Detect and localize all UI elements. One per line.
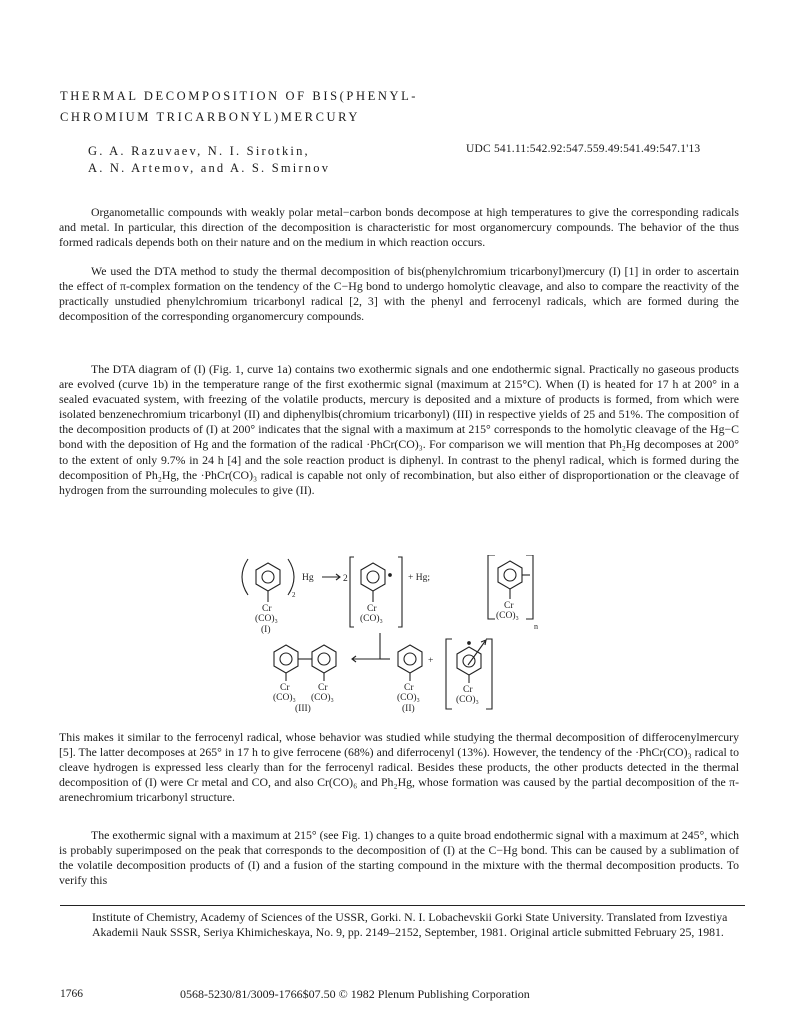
cr-label-I: Cr <box>262 604 272 614</box>
paragraph-1 <box>59 205 739 250</box>
paragraph-4 <box>59 730 739 805</box>
plus-sign: + <box>428 656 434 666</box>
title-line-1: THERMAL DECOMPOSITION OF BIS(PHENYL- <box>60 89 419 103</box>
cr-label-polymer: Cr <box>504 601 514 611</box>
footnote: Institute of Chemistry, Academy of Sciences of the USSR, Gorki. N. I. Lobachevskii Gorki State University. Translated from Izvestiya Akademii Nauk SSSR, Seriya Khimicheskaya, No. 9, pp. 2149–2152, September, 1981. Original article submitted February 25, 1981. <box>92 910 728 939</box>
page-number: 1766 <box>60 988 83 1000</box>
plus-hg-label: + Hg; <box>408 573 430 583</box>
paragraph-4-text: This makes it similar to the ferrocenyl radical, whose behavior was studied while studying the thermal decomposition of differocenylmercury [5]. The latter decomposes at 265° in 17 h to give ferrocene (68%) and diferrocenyl (13%). However, the tendency of the ·PhCr(CO)₃ radical to cleave hydrogen is expressed less clearly than for the ferrocenyl radical. Besides these products, the other products detected in the thermal decomposition of (I) were Cr metal and CO, and also Cr(CO)₆ and Ph₂Hg, whose formation was caused by the partial decomposition of the π-arenechromium tricarbonyl structure. <box>59 730 739 805</box>
co3-label-I: (CO)₃ <box>255 614 278 624</box>
authors-line-2: A. N. Artemov, and A. S. Smirnov <box>88 161 331 175</box>
co3-label-II: (CO)₃ <box>397 693 420 703</box>
cr-label-III-a: Cr <box>280 683 290 693</box>
hg-label: Hg <box>302 573 314 583</box>
co3-label-polymer: (CO)₃ <box>496 611 519 621</box>
article-title <box>60 86 418 128</box>
cr-label-radical-lower: Cr <box>463 685 473 695</box>
issn-copyright-line: 0568-5230/81/3009-1766$07.50 © 1982 Plenum Publishing Corporation <box>180 987 530 1001</box>
paren-left <box>242 559 248 595</box>
benzene-ring-radical <box>361 563 385 591</box>
cr-label-III-b: Cr <box>318 683 328 693</box>
arrow-2 <box>468 640 486 665</box>
compound-label-III: (III) <box>295 704 311 714</box>
reaction-scheme <box>230 555 540 715</box>
paren-right <box>288 559 294 595</box>
udc-code: UDC 541.11:542.92:547.559.49:541.49:547.1'13 <box>466 143 701 155</box>
paragraph-2 <box>59 264 739 324</box>
co3-label-radical: (CO)₃ <box>360 614 383 624</box>
benzene-ring-polymer <box>498 561 522 589</box>
benzene-ring-III-b <box>312 645 336 673</box>
compound-label-II: (II) <box>402 704 415 714</box>
benzene-ring-I <box>256 563 280 591</box>
footnote-divider <box>60 905 745 906</box>
paragraph-5 <box>59 828 739 888</box>
paragraph-5-text: The exothermic signal with a maximum at 215° (see Fig. 1) changes to a quite broad endothermic signal with a maximum at 245°, which is probably superimposed on the peak that corresponds to the decomposition of (I) at the C−Hg bond. This can be caused by a sublimation of the volatile decomposition products of (I) and a fusion of the starting compound in the mixture with the thermal decomposition products. To verify this <box>59 828 739 888</box>
paragraph-3-text: The DTA diagram of (I) (Fig. 1, curve 1a) contains two exothermic signals and one endothermic signal. Practically no gaseous products are evolved (curve 1b) in the temperature range of the first exothermic signal (maximum at 215°C). When (I) is heated for 17 h at 200° in a sealed evacuated system, with freezing of the volatile products, mercury is deposited and a mixture of products is formed, from which were isolated benzenechromium tricarbonyl (II) and diphenylbis(chromium tricarbonyl) (III) in respective yields of 25 and 51%. The composition of the decomposition products of (I) at 200° indicates that the signal with a maximum at 215° corresponds to the homolytic cleavage of the Hg−C bond with the deposition of Hg and the formation of the radical ·PhCr(CO)₃. For comparison we will mention that Ph₂Hg decomposes at 200° to the extent of only 9.7% in 24 h [4] and the sole reaction product is diphenyl. In contrast to the phenyl radical, which is formed during the decomposition of Ph₂Hg, the ·PhCr(CO)₃ radical is capable not only of recombination, but also either of disproportionation or the cleavage of hydrogen from the surrounding molecules to give (II). <box>59 362 739 497</box>
authors-line-1: G. A. Razuvaev, N. I. Sirotkin, <box>88 144 310 158</box>
author-list <box>88 143 330 177</box>
subscript-2: 2 <box>292 591 296 599</box>
paragraph-1-text: Organometallic compounds with weakly polar metal−carbon bonds decompose at high temperatures to give the corresponding radicals and metal. In particular, this direction of the decomposition is characteristic for most organomercury compounds. The behavior of the thus formed radicals depends both on their nature and on the medium in which reaction occurs. <box>59 205 739 250</box>
benzene-ring-II <box>398 645 422 673</box>
paragraph-2-text: We used the DTA method to study the thermal decomposition of bis(phenylchromium tricarbonyl)mercury (I) [1] in order to ascertain the effect of π-complex formation on the tendency of the C−Hg bond to undergo homolytic cleavage, and also to compare the reactivity of the practically unstudied phenylchromium tricarbonyl radical [2, 3] with the phenyl and ferrocenyl radicals, which are formed during the decomposition of the corresponding organomercury compounds. <box>59 264 739 324</box>
coefficient-2: 2 <box>343 574 348 584</box>
compound-label-I: (I) <box>261 625 271 635</box>
cr-label-II: Cr <box>404 683 414 693</box>
paragraph-3 <box>59 362 739 498</box>
polymer-n: n <box>534 622 538 631</box>
co3-label-radical-lower: (CO)₃ <box>456 695 479 705</box>
cr-label-radical: Cr <box>367 604 377 614</box>
title-line-2: CHROMIUM TRICARBONYL)MERCURY <box>60 110 361 124</box>
co3-label-III-b: (CO)₃ <box>311 693 334 703</box>
co3-label-III-a: (CO)₃ <box>273 693 296 703</box>
benzene-ring-III-a <box>274 645 298 673</box>
